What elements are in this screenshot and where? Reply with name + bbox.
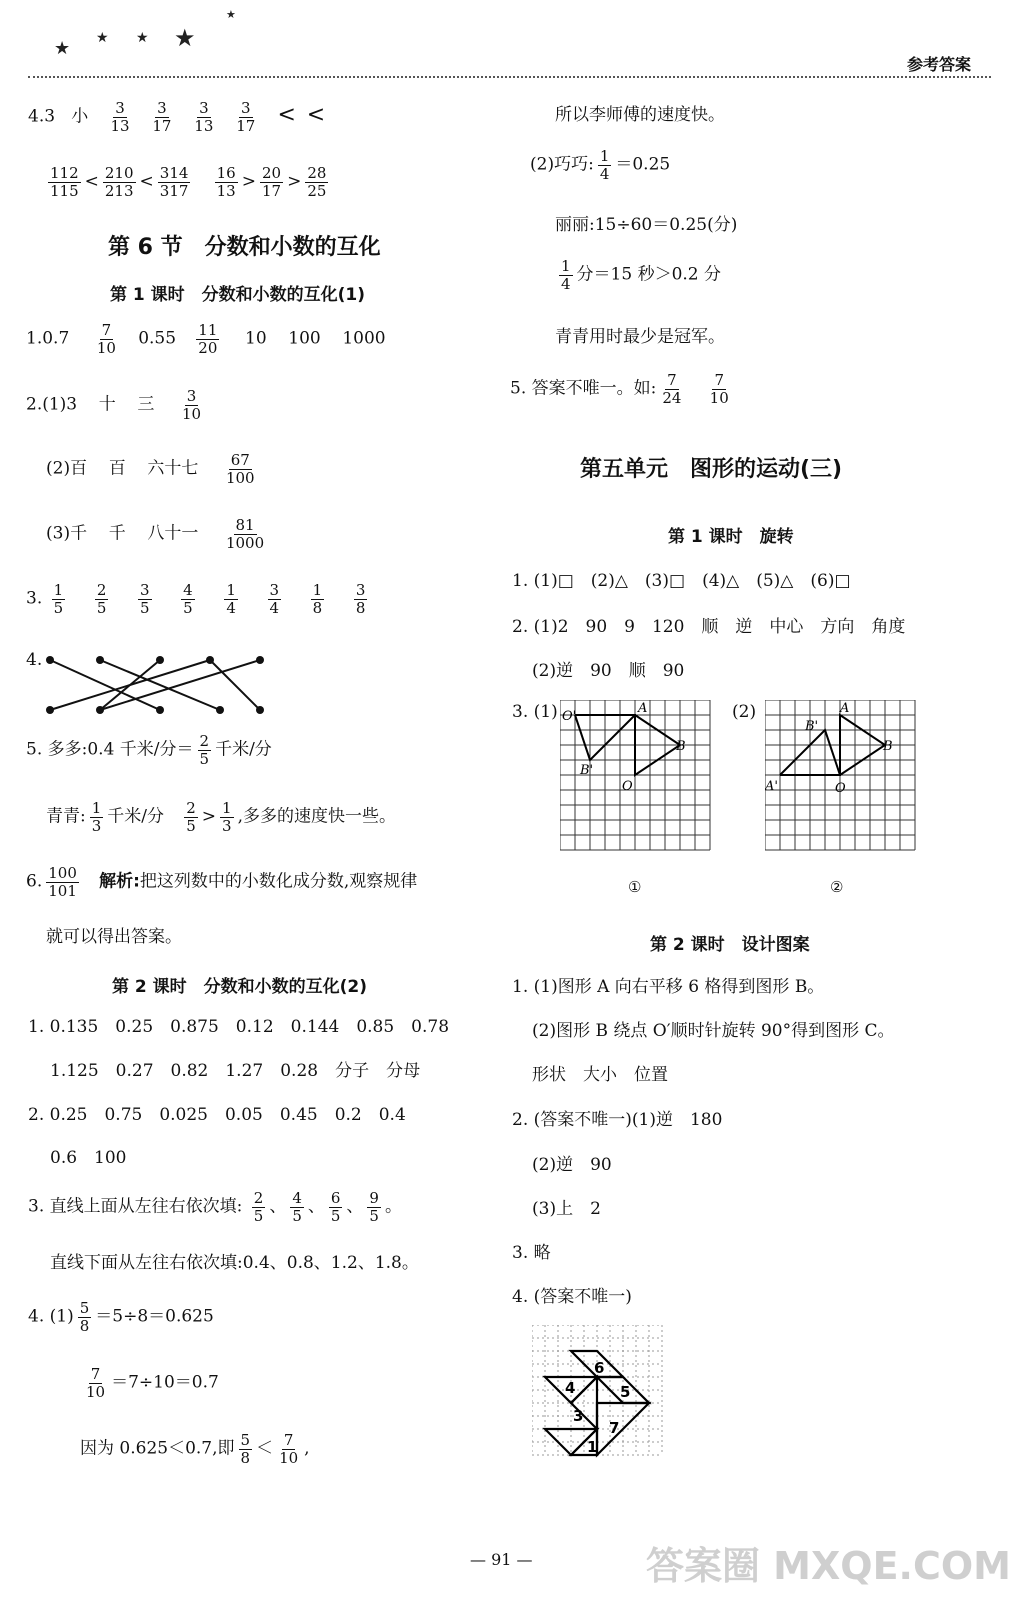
answer-u1-line1: 1. (1)图形 A 向右平移 6 格得到图形 B。	[512, 977, 825, 997]
svg-text:3: 3	[573, 1407, 584, 1425]
answer-u1-line2: (2)图形 B 绕点 O′顺时针旋转 90°得到图形 C。	[532, 1021, 895, 1041]
answer-6-line1: 6. $\frac{100}{101}$ 解析:把这列数中的小数化成分数,观察规律	[26, 864, 418, 900]
svg-text:7: 7	[609, 1419, 620, 1437]
svg-text:B': B'	[805, 719, 819, 734]
answer-t2-line2: (2)逆 90 顺 90	[532, 661, 685, 681]
answer-cont-5: 青青用时最少是冠军。	[555, 327, 725, 347]
answer-r4-line3: 因为 0.625＜0.7,即 $\frac{5}{8}$ ＜ $\frac{7}{10}$ ,	[80, 1431, 310, 1467]
star-icon: ★	[96, 30, 109, 46]
svg-text:O: O	[622, 779, 633, 794]
answer-cont-2: (2)巧巧: $\frac{1}{4}$ ＝0.25	[530, 147, 671, 183]
answer-r4-line1: 4. (1) $\frac{5}{8}$ ＝5÷8＝0.625	[28, 1299, 214, 1335]
answer-t3-label: 3. (1)	[512, 702, 558, 722]
grid-caption-2: ②	[830, 878, 844, 896]
svg-text:A: A	[638, 701, 648, 716]
answer-u2-line2: (2)逆 90	[532, 1155, 612, 1175]
answer-r2-line2: 0.6 100	[50, 1148, 127, 1168]
header-title: 参考答案	[906, 55, 971, 74]
answer-u3: 3. 略	[512, 1243, 551, 1263]
svg-text:B: B	[883, 739, 893, 754]
unit-heading-5: 第五单元 图形的运动(三)	[580, 457, 843, 482]
star-icon: ★	[136, 30, 149, 46]
answer-cont-1: 所以李师傅的速度快。	[555, 105, 725, 125]
star-icon: ★	[54, 38, 71, 59]
answer-5-line1: 5. 多多:0.4 千米/分＝ $\frac{2}{5}$ 千米/分	[26, 732, 272, 768]
lesson-heading-2: 第 2 课时 分数和小数的互化(2)	[112, 977, 368, 997]
answer-cont-6: 5. 答案不唯一。如: $\frac{7}{24}$ $\frac{7}{10}$	[510, 371, 729, 407]
page-number: — 91 —	[470, 1550, 533, 1569]
svg-text:B: B	[676, 739, 686, 754]
lesson-heading-1: 第 1 课时 分数和小数的互化(1)	[110, 285, 366, 305]
answer-u2-line3: (3)上 2	[532, 1199, 601, 1219]
svg-text:O: O	[835, 781, 846, 796]
answer-r1-line1: 1. 0.135 0.25 0.875 0.12 0.144 0.85 0.78	[28, 1017, 450, 1037]
answer-2-2: (2)百 百 六十七 $\frac{67}{100}$	[46, 451, 255, 487]
answer-t3-label-2: (2)	[732, 702, 757, 722]
watermark: 答案圈 MXQE.COM	[645, 1544, 1011, 1588]
answer-5-line2: 青青: $\frac{1}{3}$ 千米/分 $\frac{2}{5}$ > $\frac{1}{3}$ ,多多的速度快一些。	[46, 799, 396, 835]
svg-text:5: 5	[620, 1383, 631, 1401]
svg-text:1: 1	[587, 1438, 598, 1456]
answer-r3-line2: 直线下面从左往右依次填:0.4、0.8、1.2、1.8。	[50, 1253, 419, 1273]
svg-text:B': B'	[580, 763, 594, 778]
answer-cont-4: $\frac{1}{4}$ 分＝15 秒＞0.2 分	[561, 257, 722, 293]
svg-text:A': A'	[765, 779, 778, 794]
matching-lines-diagram	[40, 650, 280, 720]
rotation-grid-1	[560, 700, 720, 860]
rotation-grid-2	[765, 700, 925, 860]
answer-1: 1.0.7 $\frac{7}{10}$ 0.55 $\frac{11}{20}$ 10 100 1000	[26, 321, 386, 357]
answer-cont-3: 丽丽:15÷60＝0.25(分)	[555, 215, 738, 235]
svg-text:O': O'	[562, 709, 577, 724]
svg-text:4: 4	[565, 1379, 576, 1397]
answer-r3-line1: 3. 直线上面从左往右依次填: $\frac{2}{5}$ 、 $\frac{4}{5}$ 、 $\frac{6}{5}$ 、 $\frac{9}{5}$ 。	[28, 1189, 402, 1225]
answer-u2-line1: 2. (答案不唯一)(1)逆 180	[512, 1110, 723, 1130]
answer-r1-line2: 1.125 0.27 0.82 1.27 0.28 分子 分母	[50, 1061, 421, 1081]
answer-3: 3. $\frac{1}{5}$ $\frac{2}{5}$ $\frac{3}{5}$ $\frac{4}{5}$ $\frac{1}{4}$ $\frac{3}{4}$ $\frac{1}{8}$ $\frac{3}{8}$	[26, 581, 366, 617]
lesson-heading-rotation: 第 1 课时 旋转	[668, 527, 794, 547]
answer-u1-line3: 形状 大小 位置	[532, 1065, 668, 1085]
svg-text:A: A	[840, 701, 850, 716]
star-icon: ★	[174, 24, 196, 52]
answer-4-label: 4.	[26, 650, 43, 670]
answer-4-3: 4.3 小 $\frac{3}{13}$ $\frac{3}{17}$ $\frac{3}{13}$ $\frac{3}{17}$ < <	[28, 99, 326, 135]
answer-t1: 1. (1)□ (2)△ (3)□ (4)△ (5)△ (6)□	[512, 571, 851, 591]
star-icon: ★	[226, 8, 236, 21]
answer-r2-line1: 2. 0.25 0.75 0.025 0.05 0.45 0.2 0.4	[28, 1105, 406, 1125]
answer-u4: 4. (答案不唯一)	[512, 1287, 632, 1307]
grid-caption-1: ①	[628, 878, 642, 896]
decorative-stars	[50, 8, 250, 59]
answer-6-line2: 就可以得出答案。	[46, 927, 182, 947]
section-heading-6: 第 6 节 分数和小数的互化	[108, 235, 381, 260]
tangram-pattern	[532, 1325, 672, 1475]
header-divider	[28, 76, 991, 78]
lesson-heading-design: 第 2 课时 设计图案	[650, 935, 810, 955]
svg-text:6: 6	[594, 1359, 605, 1377]
answer-2-3: (3)千 千 八十一 $\frac{81}{1000}$	[46, 516, 265, 552]
answer-2-1: 2.(1)3 十 三 $\frac{3}{10}$	[26, 387, 202, 423]
answer-r4-line2: $\frac{7}{10}$ ＝7÷10＝0.7	[86, 1365, 219, 1401]
answer-t2-line1: 2. (1)2 90 9 120 顺 逆 中心 方向 角度	[512, 617, 906, 637]
answer-4-3-compare: $\frac{112}{115}$ < $\frac{210}{213}$ < $\frac{314}{317}$ $\frac{16}{13}$ > $\frac{20}{17}$ > $\frac{28}{25}$	[50, 164, 327, 200]
